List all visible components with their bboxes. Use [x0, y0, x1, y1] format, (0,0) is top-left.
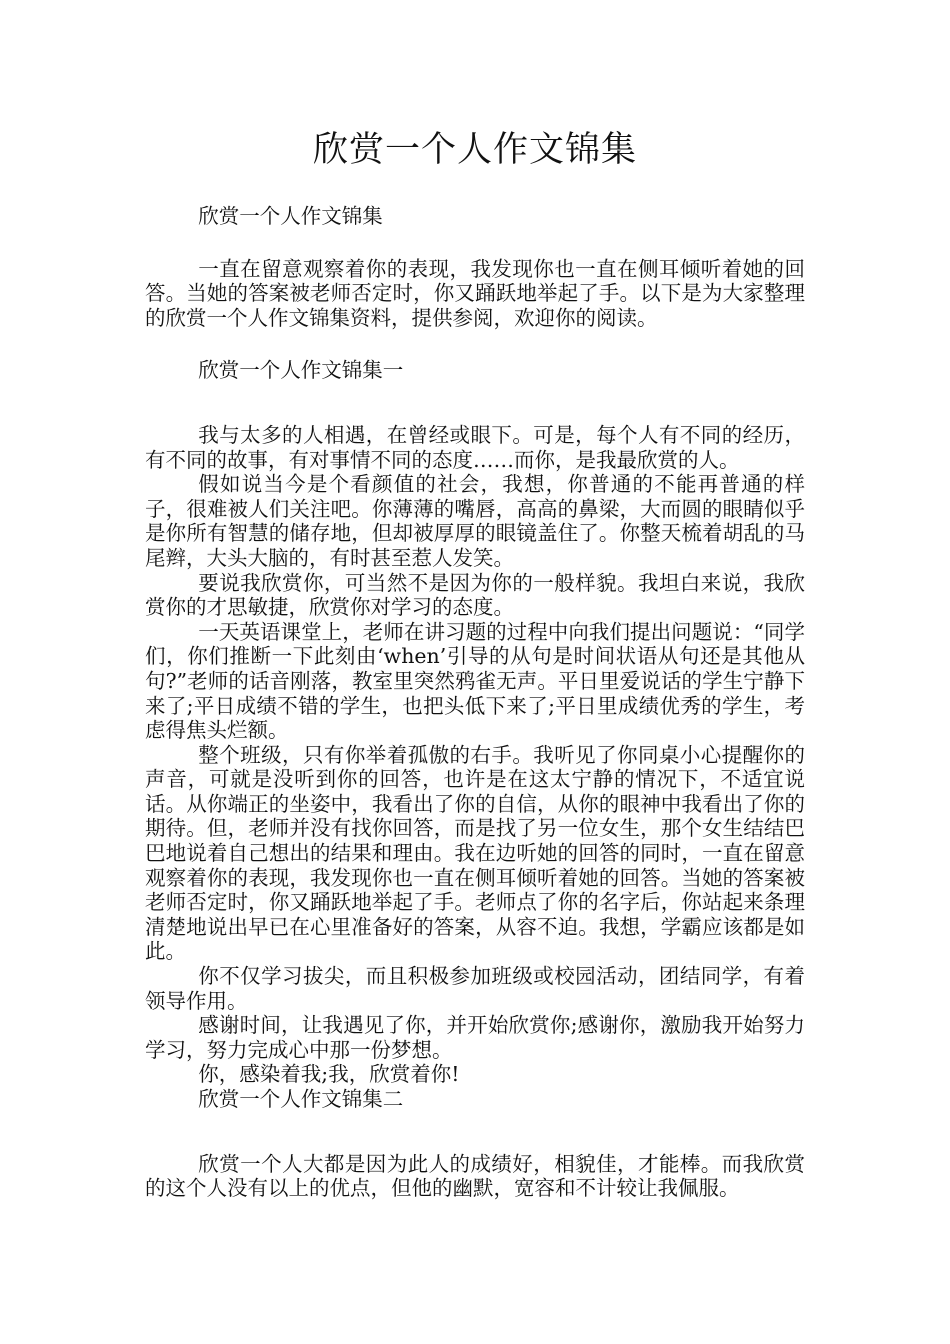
- section1-paragraph: 整个班级，只有你举着孤傲的右手。我听见了你同桌小心提醒你的声音，可就是没听到你的回答，也许是在这太宁静的情况下，不适宜说话。从你端正的坐姿中，我看出了你的自信，从你的眼神中我看出了你的期待。但，老师并没有找你回答，而是找了另一位女生，那个女生结结巴巴地说着自己想出的结果和理由。我在边听她的回答的同时，一直在留意观察着你的表现，我发现你也一直在侧耳倾听着她的回答。当她的答案被老师否定时，你又踊跃地举起了手。老师点了你的名字后，你站起来条理清楚地说出早已在心里准备好的答案，从容不迫。我想，学霸应该都是如此。: [145, 742, 805, 964]
- section1-paragraph: 你不仅学习拔尖，而且积极参加班级或校园活动，团结同学，有着领导作用。: [145, 964, 805, 1013]
- section2-paragraph: 欣赏一个人大都是因为此人的成绩好，相貌佳，才能棒。而我欣赏的这个人没有以上的优点，但他的幽默，宽容和不计较让我佩服。: [145, 1151, 805, 1201]
- section1-paragraph: 我与太多的人相遇，在曾经或眼下。可是，每个人有不同的经历，有不同的故事，有对事情不同的态度……而你，是我最欣赏的人。: [145, 422, 805, 472]
- document-subtitle: 欣赏一个人作文锦集: [198, 204, 383, 228]
- section1-paragraph: 你，感染着我;我，欣赏着你!: [198, 1062, 460, 1087]
- document-page: [145, 120, 805, 1201]
- section1-paragraph: 假如说当今是个看颜值的社会，我想，你普通的不能再普通的样子，很难被人们关注吧。你薄薄的嘴唇，高高的鼻梁，大而圆的眼睛似乎是你所有智慧的储存地，但却被厚厚的眼镜盖住了。你整天梳着胡乱的马尾辫，大头大脑的，有时甚至惹人发笑。: [145, 472, 805, 570]
- document-title: 欣赏一个人作文锦集: [312, 130, 637, 170]
- section1-paragraph: 一天英语课堂上，老师在讲习题的过程中向我们提出问题说：“同学们，你们推断一下此刻由‘when’引导的从句是时间状语从句还是其他从句?”老师的话音刚落，教室里突然鸦雀无声。平日里爱说话的学生宁静下来了;平日成绩不错的学生，也把头低下来了;平日里成绩优秀的学生，考虑得焦头烂额。: [145, 619, 805, 743]
- intro-paragraph: 一直在留意观察着你的表现，我发现你也一直在侧耳倾听着她的回答。当她的答案被老师否定时，你又踊跃地举起了手。以下是为大家整理的欣赏一个人作文锦集资料，提供参阅，欢迎你的阅读。: [145, 256, 805, 330]
- section1-paragraph: 感谢时间，让我遇见了你，并开始欣赏你;感谢你，激励我开始努力学习，努力完成心中那一份梦想。: [145, 1013, 805, 1062]
- section2-heading: 欣赏一个人作文锦集二: [198, 1087, 404, 1111]
- section1-paragraph: 要说我欣赏你，可当然不是因为你的一般样貌。我坦白来说，我欣赏你的才思敏捷，欣赏你对学习的态度。: [145, 570, 805, 620]
- section1-heading: 欣赏一个人作文锦集一: [198, 358, 404, 383]
